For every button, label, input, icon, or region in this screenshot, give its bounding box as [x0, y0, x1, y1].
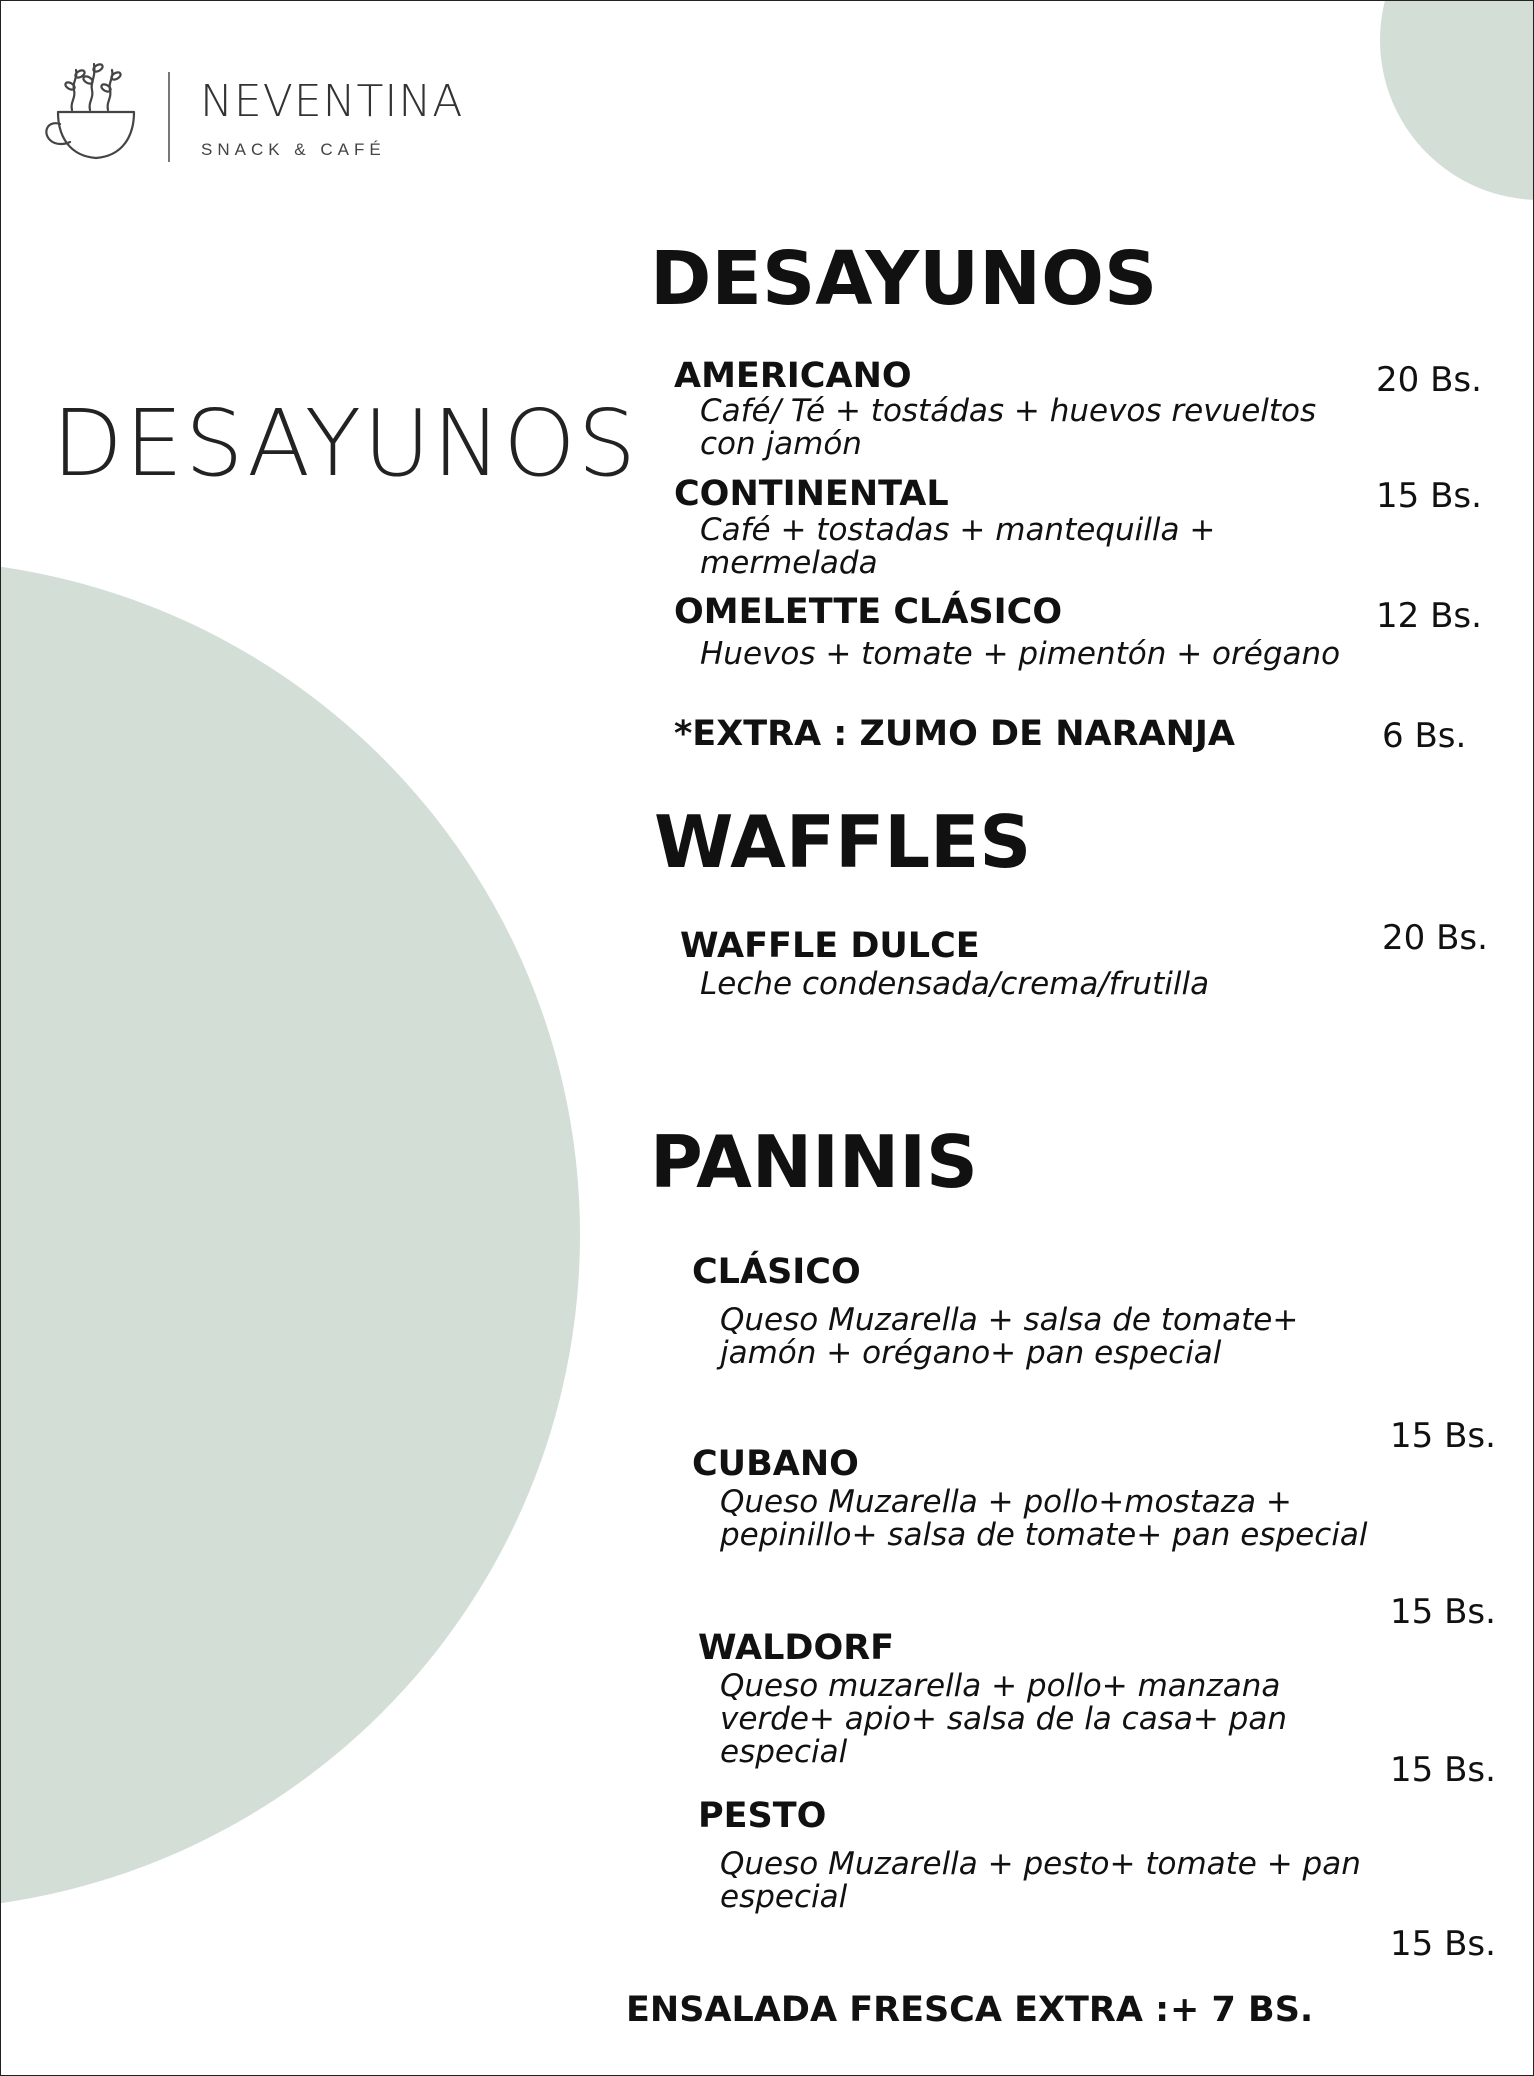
- item-desc-clasico: Queso Muzarella + salsa de tomate+ jamón + orégano+ pan especial: [720, 1302, 1299, 1371]
- price-americano: 20 Bs.: [1376, 360, 1482, 400]
- price-clasico: 15 Bs.: [1390, 1416, 1496, 1456]
- item-desc-cubano: Queso Muzarella + pollo+mostaza + pepinillo+ salsa de tomate+ pan especial: [720, 1484, 1368, 1553]
- item-desc-omelette: Huevos + tomate + pimentón + orégano: [700, 636, 1341, 672]
- price-pesto: 15 Bs.: [1390, 1924, 1496, 1964]
- price-waldorf: 15 Bs.: [1390, 1750, 1496, 1790]
- item-name-cubano: CUBANO: [692, 1444, 859, 1484]
- footer-extra-price: + 7 BS.: [1170, 1990, 1314, 2030]
- price-continental: 15 Bs.: [1376, 476, 1482, 516]
- item-name-americano: AMERICANO: [674, 356, 912, 396]
- decorative-circle-top-right: [1380, 0, 1534, 200]
- item-name-omelette: OMELETTE CLÁSICO: [674, 592, 1063, 632]
- price-omelette: 12 Bs.: [1376, 596, 1482, 636]
- logo-divider: [168, 72, 170, 162]
- item-name-waffle-dulce: WAFFLE DULCE: [680, 926, 980, 966]
- item-desc-pesto: Queso Muzarella + pesto+ tomate + pan especial: [720, 1846, 1361, 1915]
- item-desc-waffle-dulce: Leche condensada/crema/frutilla: [700, 966, 1210, 1002]
- decorative-circle-left: [0, 560, 580, 1910]
- section-title-desayunos: DESAYUNOS: [650, 236, 1158, 322]
- footer-extra-label: ENSALADA FRESCA EXTRA :: [626, 1990, 1170, 2030]
- price-waffle-dulce: 20 Bs.: [1382, 918, 1488, 958]
- item-name-pesto: PESTO: [698, 1796, 827, 1836]
- brand-tagline: SNACK & CAFÉ: [201, 140, 386, 159]
- coffee-cup-icon: [44, 52, 154, 167]
- item-desc-continental: Café + tostadas + mantequilla + mermelada: [700, 512, 1216, 581]
- brand-name: NEVENTINA: [200, 76, 464, 127]
- brand-logo: [44, 52, 494, 172]
- item-name-clasico: CLÁSICO: [692, 1252, 861, 1292]
- section-title-paninis: PANINIS: [650, 1120, 978, 1204]
- item-name-waldorf: WALDORF: [698, 1628, 895, 1668]
- item-desc-americano: Café/ Té + tostádas + huevos revueltos con jamón: [700, 393, 1317, 462]
- extra-zumo-price: 6 Bs.: [1382, 716, 1467, 756]
- price-cubano: 15 Bs.: [1390, 1592, 1496, 1632]
- item-desc-waldorf: Queso muzarella + pollo+ manzana verde+ apio+ salsa de la casa+ pan especial: [720, 1668, 1287, 1770]
- item-name-continental: CONTINENTAL: [674, 474, 949, 514]
- extra-zumo-label: *EXTRA : ZUMO DE NARANJA: [674, 714, 1236, 754]
- side-title: DESAYUNOS: [52, 390, 639, 497]
- section-title-waffles: WAFFLES: [654, 800, 1032, 884]
